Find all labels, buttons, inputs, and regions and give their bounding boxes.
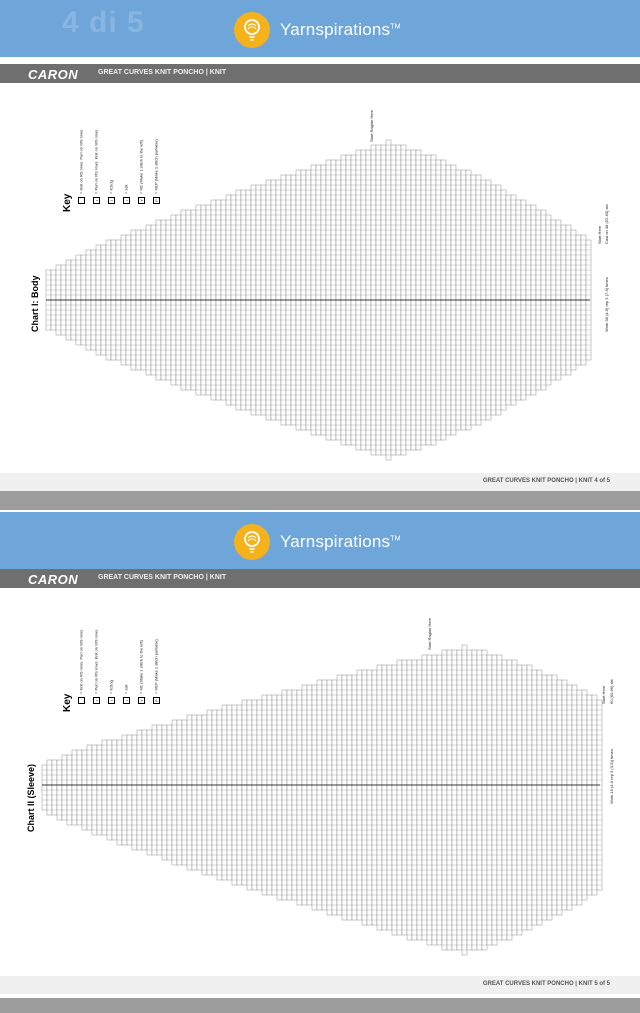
footer-text: GREAT CURVES KNIT PONCHO | KNIT 4 of 5: [482, 478, 610, 484]
key-item: •= Purl on RS rows. Knit on WS rows.: [93, 129, 100, 204]
chart-column: [47, 760, 52, 815]
sleeve-chart-grid: [0, 510, 640, 1013]
pattern-title: GREAT CURVES KNIT PONCHO | KNIT: [98, 574, 227, 581]
key-item: = Knit on RS rows. Purl on WS rows.: [78, 629, 85, 704]
key-item: \= ssk: [123, 185, 130, 204]
start-raglan-label: Start Raglan Here: [369, 109, 374, 142]
key-item: \= ssk: [123, 685, 130, 704]
chart-column: [72, 750, 77, 825]
chart-column: [147, 730, 152, 855]
caron-logo: CARON: [28, 572, 79, 587]
chart-column: [77, 750, 82, 825]
pattern-title: GREAT CURVES KNIT PONCHO | KNIT: [98, 69, 227, 76]
cast-on-label: Cast on 48 (52-60) sts: [604, 204, 609, 244]
key-heading: Key: [62, 693, 73, 712]
key-item: /= K2tog: [108, 180, 115, 204]
pattern-page-5: [0, 510, 640, 1013]
yarnspirations-logo[interactable]: Yarnspirations™: [280, 532, 401, 551]
chart-column: [62, 755, 67, 820]
start-here-label: Start Here: [597, 225, 602, 244]
key-heading: Key: [62, 193, 73, 212]
chart-title: Chart I: Body: [30, 275, 40, 332]
ghost-page-label: 4 di 5: [62, 6, 145, 39]
chart-column: [52, 760, 57, 815]
page-gap: [0, 494, 640, 510]
key-item: /= K2tog: [108, 680, 115, 704]
chart-column: [117, 740, 122, 845]
chart-column: [87, 745, 92, 830]
key-item: P= M1P (Make 1 stitch purlwise): [153, 639, 160, 704]
chart-column: [42, 765, 47, 810]
page-footer: [0, 473, 640, 491]
body-chart-grid: [0, 0, 640, 494]
work-repeat-label: Work 38 (4-6) rep 5 (7-9) times: [604, 277, 609, 332]
pattern-page-4: [0, 0, 640, 494]
key-item: Y= M1 (Make 1 stitch to the left): [138, 140, 145, 204]
key-item: P= M1P (Make 1 stitch purlwise): [153, 139, 160, 204]
chart-column: [132, 735, 137, 850]
chart-column: [102, 740, 107, 835]
yarnspirations-logo[interactable]: Yarnspirations™: [280, 20, 401, 39]
key-item: = Knit on RS rows. Purl on WS rows.: [78, 129, 85, 204]
key-item: •= Purl on RS rows. Knit on WS rows.: [93, 629, 100, 704]
chart-title: Chart II (Sleeve): [26, 763, 36, 832]
key-item: Y= M1 (Make 1 stitch to the left): [138, 640, 145, 704]
caron-logo: CARON: [28, 67, 79, 82]
